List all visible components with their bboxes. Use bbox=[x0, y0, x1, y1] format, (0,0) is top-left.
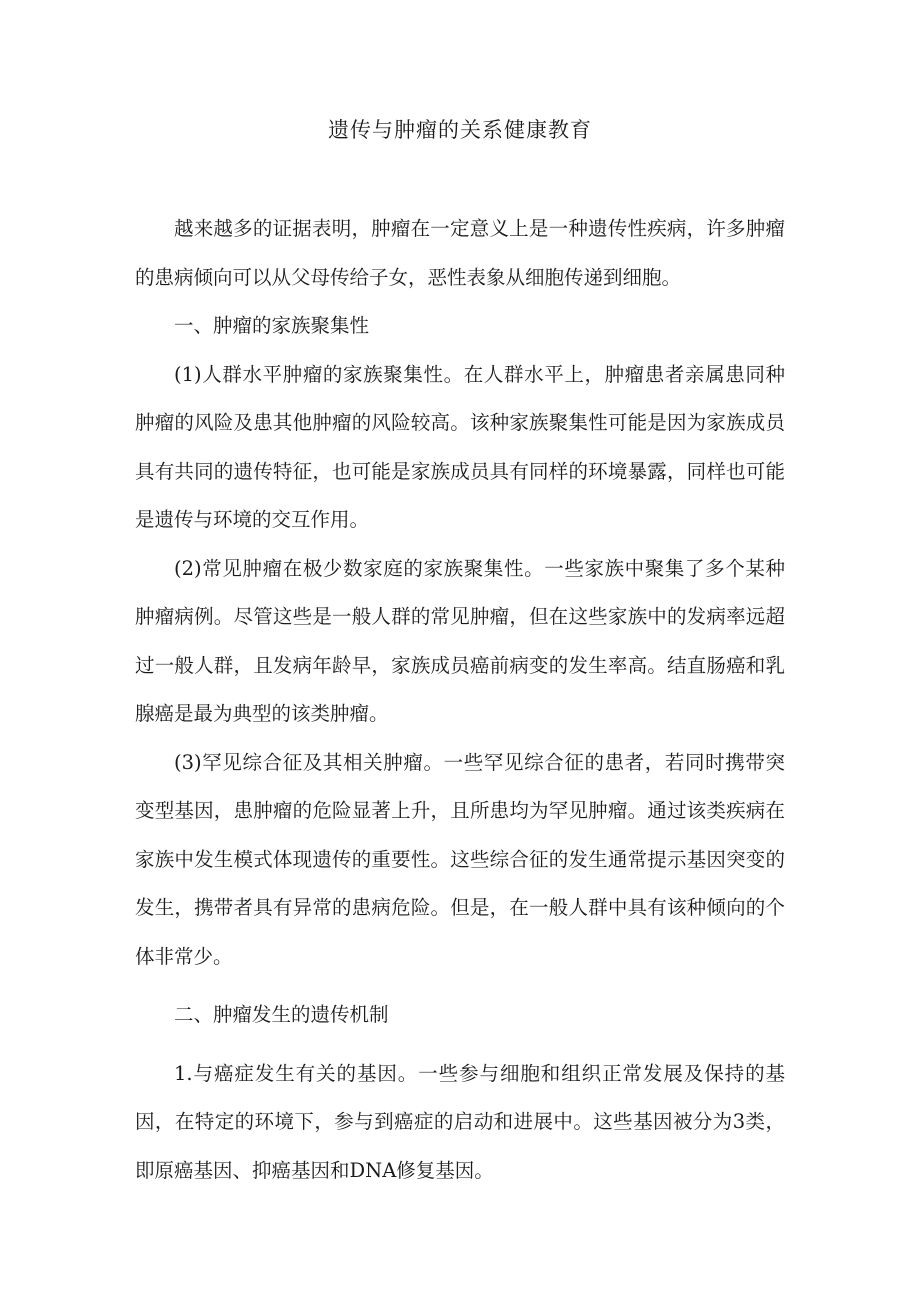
paragraph-1-3: (3)罕见综合征及其相关肿瘤。一些罕见综合征的患者，若同时携带突变型基因，患肿瘤的危险显著上升，且所患均为罕见肿瘤。通过该类疾病在家族中发生模式体现遗传的重要性。这些综合征的发生通常提示基因突变的发生，携带者具有异常的患病危险。但是，在一般人群中具有该种倾向的个体非常少。 bbox=[135, 750, 785, 968]
page-title: 遗传与肿瘤的关系健康教育 bbox=[328, 118, 592, 142]
paragraph-2-1: 1.与癌症发生有关的基因。一些参与细胞和组织正常发展及保持的基因，在特定的环境下，参与到癌症的启动和进展中。这些基因被分为3类，即原癌基因、抑癌基因和DNA修复基因。 bbox=[135, 1061, 785, 1182]
paragraph-intro: 越来越多的证据表明，肿瘤在一定意义上是一种遗传性疾病，许多肿瘤的患病倾向可以从父母传给子女，恶性表象从细胞传递到细胞。 bbox=[135, 217, 785, 289]
section-heading-2: 二、肿瘤发生的遗传机制 bbox=[174, 1003, 389, 1026]
document-body bbox=[135, 205, 785, 1195]
section-heading-1: 一、肿瘤的家族聚集性 bbox=[174, 314, 370, 337]
paragraph-1-1: (1)人群水平肿瘤的家族聚集性。在人群水平上，肿瘤患者亲属患同种肿瘤的风险及患其他肿瘤的风险较高。该种家族聚集性可能是因为家族成员具有共同的遗传特征，也可能是家族成员具有同样的环境暴露，同样也可能是遗传与环境的交互作用。 bbox=[135, 362, 785, 531]
paragraph-1-2: (2)常见肿瘤在极少数家庭的家族聚集性。一些家族中聚集了多个某种肿瘤病例。尽管这些是一般人群的常见肿瘤，但在这些家族中的发病率远超过一般人群，且发病年龄早，家族成员癌前病变的发生率高。结直肠癌和乳腺癌是最为典型的该类肿瘤。 bbox=[135, 556, 785, 725]
